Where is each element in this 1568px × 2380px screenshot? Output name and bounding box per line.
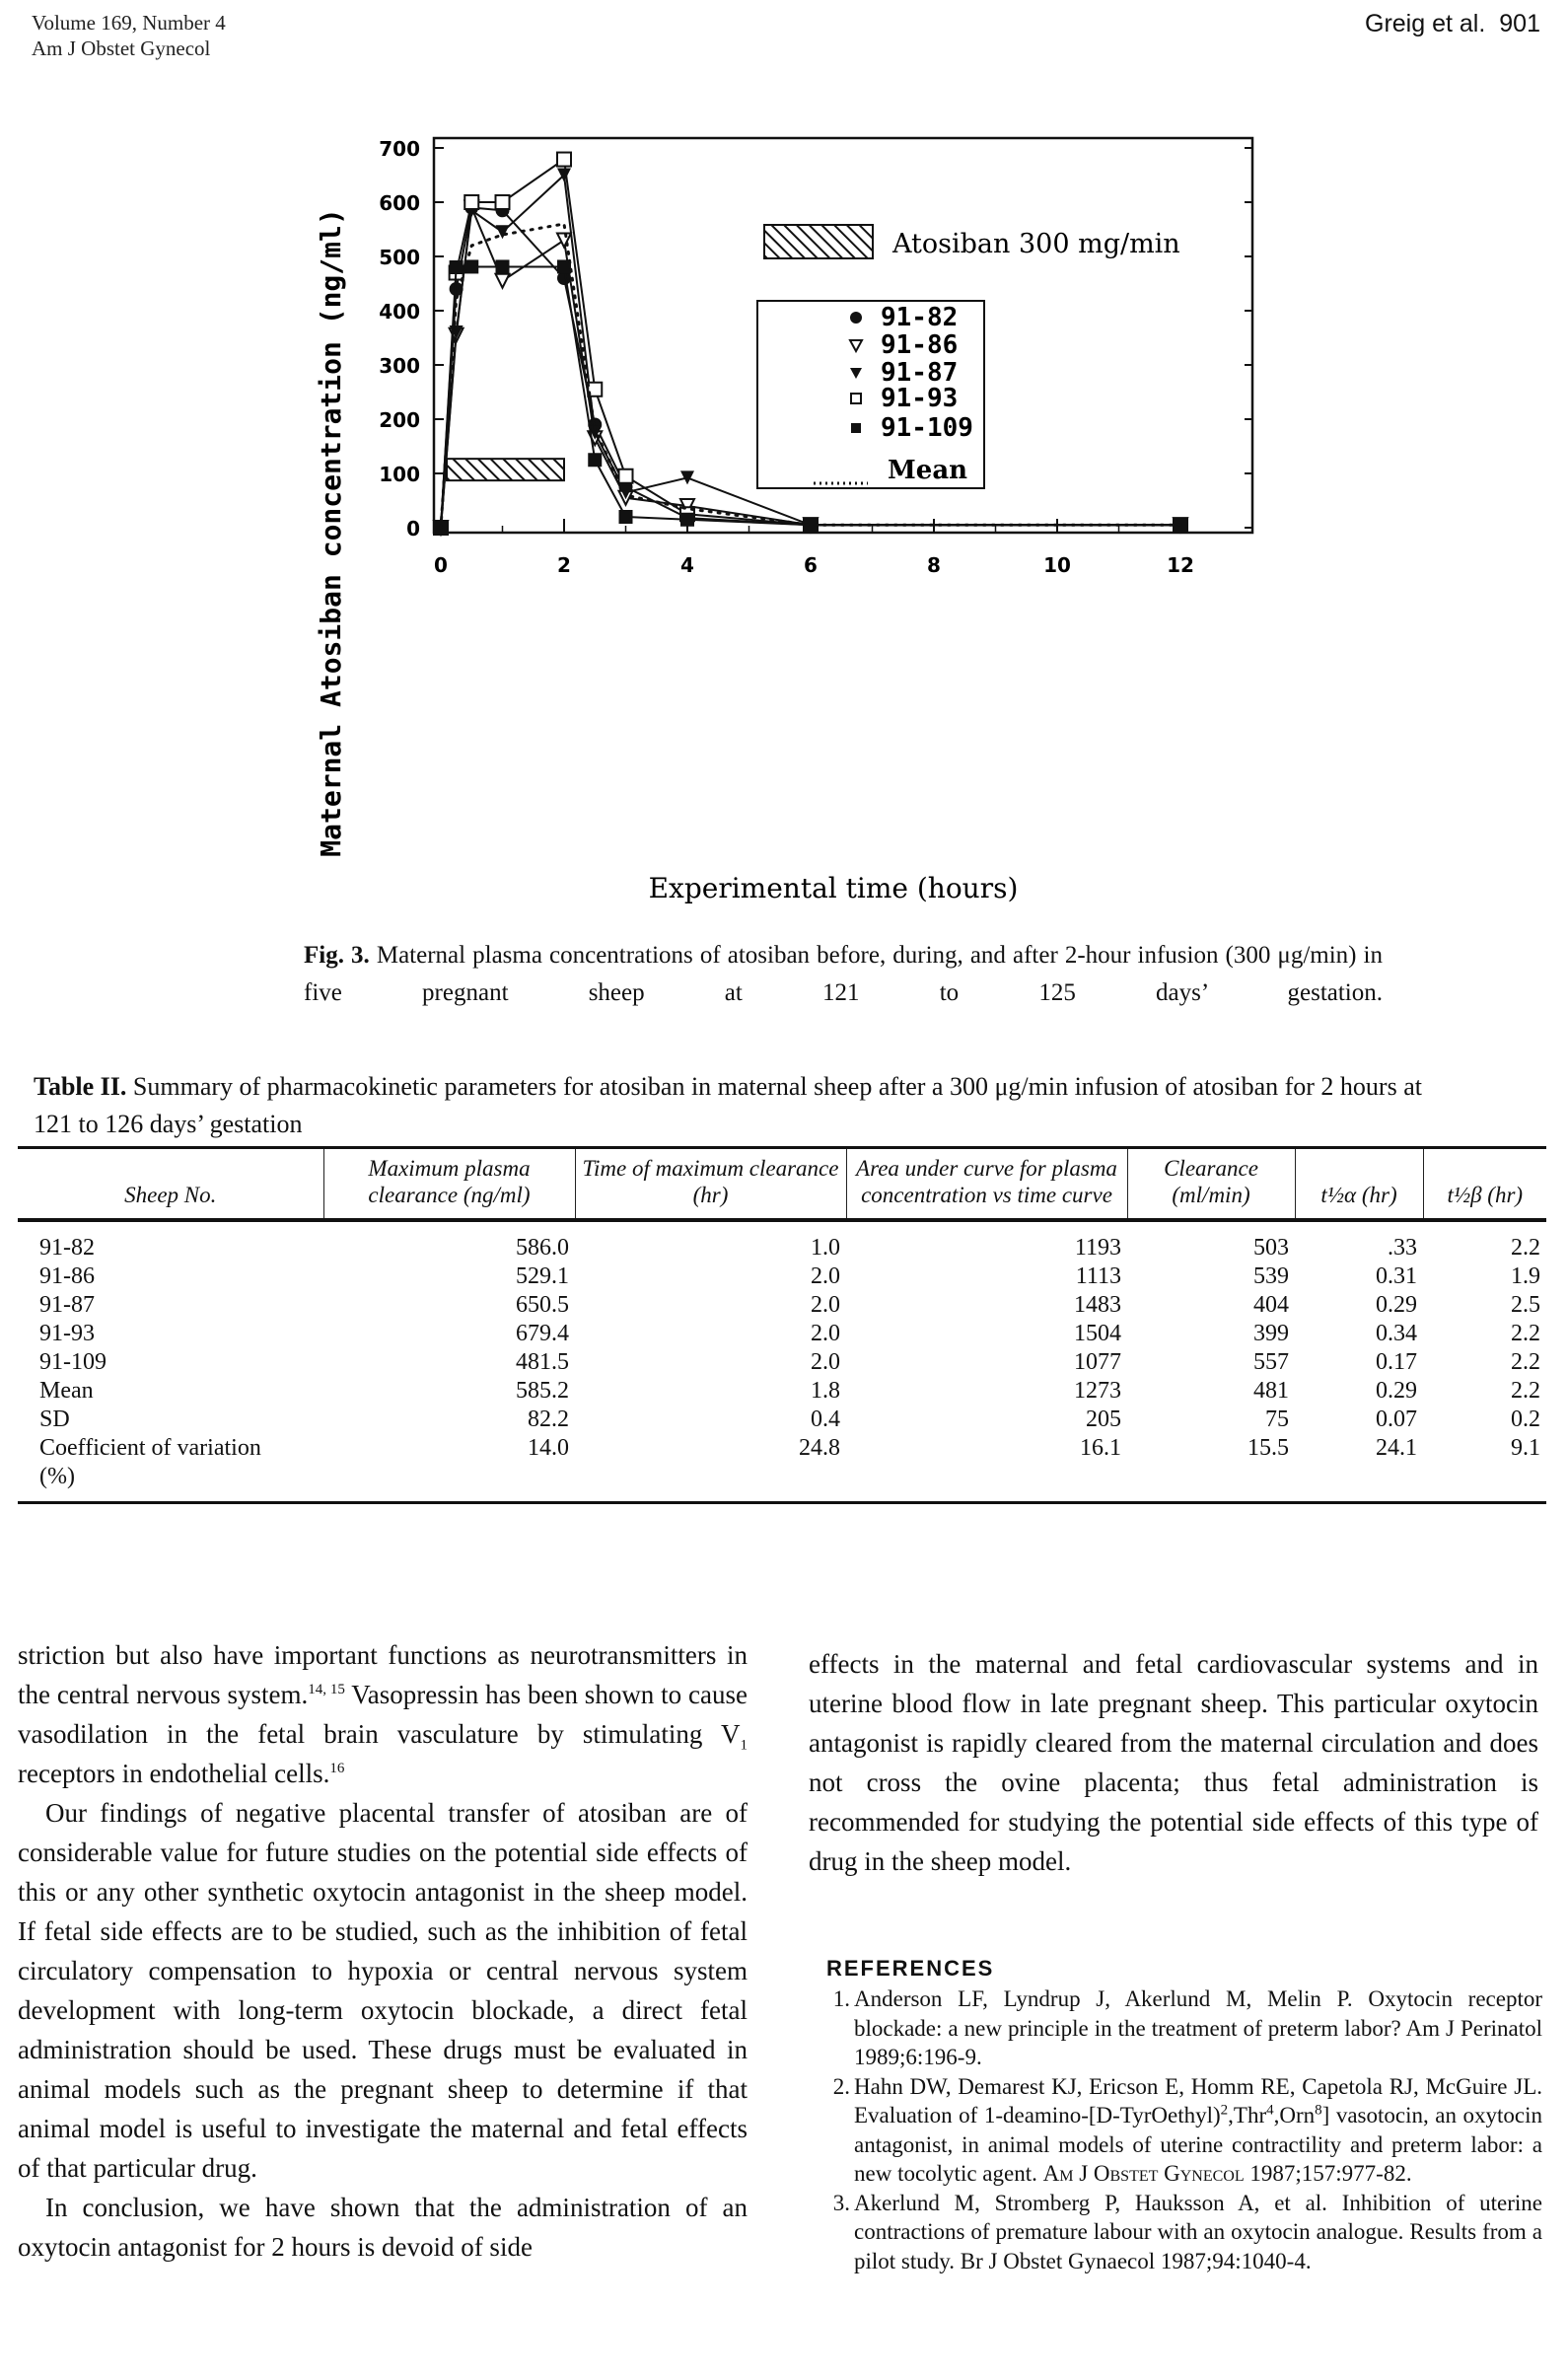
legend-item-label: 91-109 bbox=[881, 413, 973, 443]
table-row bbox=[18, 1377, 1546, 1406]
x-tick-label: 0 bbox=[434, 553, 448, 577]
legend-item-label: Mean bbox=[888, 456, 968, 485]
header-auc: Area under curve for plasma concentration vs time curve bbox=[846, 1148, 1127, 1221]
table-label: Table II. bbox=[34, 1072, 127, 1101]
cell-value: 0.2 bbox=[1511, 1406, 1540, 1432]
legend-hatch-swatch bbox=[764, 225, 873, 258]
cell-value: 16.1 bbox=[1080, 1435, 1121, 1461]
header-sheep-no: Sheep No. bbox=[124, 1183, 217, 1207]
cell-value: 0.07 bbox=[1376, 1406, 1417, 1432]
header-clearance: Clearance (ml/min) bbox=[1127, 1148, 1295, 1221]
y-tick-label: 700 bbox=[379, 137, 420, 161]
table-row bbox=[18, 1220, 1546, 1262]
cell-value: 2.0 bbox=[811, 1292, 840, 1318]
paragraph: In conclusion, we have shown that the administration of an oxytocin antagonist for 2 hours is devoid of side bbox=[18, 2193, 748, 2262]
cell-value: 650.5 bbox=[516, 1292, 569, 1318]
cell-value: 1504 bbox=[1074, 1321, 1121, 1346]
table-header-row bbox=[18, 1148, 1546, 1221]
x-tick-label: 12 bbox=[1167, 553, 1194, 577]
row-label: 91-109 bbox=[39, 1349, 107, 1375]
cell-value: 2.0 bbox=[811, 1349, 840, 1375]
legend-annotation-label: Atosiban 300 mg/min bbox=[892, 229, 1180, 259]
cell-value: 0.17 bbox=[1376, 1349, 1417, 1375]
cell-value: 0.31 bbox=[1376, 1263, 1417, 1289]
y-tick-label: 100 bbox=[379, 463, 420, 486]
cell-value: 1483 bbox=[1074, 1292, 1121, 1318]
x-tick-label: 4 bbox=[680, 553, 694, 577]
table-caption-text: Summary of pharmacokinetic parameters for atosiban in maternal sheep after a 300 μg/min infusion of atosiban for 2 hours at 121 to 126 days’ gestation bbox=[34, 1072, 1422, 1138]
body-column-right bbox=[809, 1644, 1538, 1881]
cell-value: 15.5 bbox=[1247, 1435, 1289, 1461]
cell-value: 557 bbox=[1253, 1349, 1289, 1375]
reference-item: 1. Anderson LF, Lyndrup J, Akerlund M, Melin P. Oxytocin receptor blockade: a new principle in the treatment of preterm labor? Am J Perinatol 1989;6:196-9. bbox=[832, 1986, 1542, 2069]
cell-value: 2.2 bbox=[1511, 1349, 1540, 1375]
cell-value: 1193 bbox=[1074, 1235, 1121, 1261]
header-t-half-beta: t½β (hr) bbox=[1423, 1148, 1546, 1221]
cell-value: 0.34 bbox=[1376, 1321, 1417, 1346]
table-row bbox=[18, 1406, 1546, 1434]
cell-value: 1273 bbox=[1074, 1378, 1121, 1404]
cell-value: 481 bbox=[1253, 1378, 1289, 1404]
table-row bbox=[18, 1262, 1546, 1291]
table-body bbox=[18, 1220, 1546, 1503]
cell-value: 2.2 bbox=[1511, 1321, 1540, 1346]
cell-value: 404 bbox=[1253, 1292, 1289, 1318]
x-tick-label: 10 bbox=[1043, 553, 1071, 577]
running-head-right bbox=[1365, 10, 1540, 38]
cell-value: 586.0 bbox=[516, 1235, 569, 1261]
cell-value: 9.1 bbox=[1511, 1435, 1540, 1461]
cell-value: .33 bbox=[1388, 1235, 1417, 1261]
cell-value: 399 bbox=[1253, 1321, 1289, 1346]
reference-item: 3. Akerlund M, Stromberg P, Hauksson A, et al. Inhibition of uterine contractions of premature labour with an oxytocin analogue. Results from a pilot study. Br J Obstet Gynaecol 1987;94:1040-4. bbox=[832, 2190, 1542, 2273]
y-tick-label: 600 bbox=[379, 191, 420, 215]
figure-3-chart bbox=[296, 137, 1282, 927]
infusion-bar bbox=[447, 459, 564, 480]
row-label: Mean bbox=[39, 1378, 94, 1404]
cell-value: 14.0 bbox=[528, 1435, 569, 1461]
legend-item-label: 91-93 bbox=[881, 384, 959, 413]
cell-value: 1.0 bbox=[811, 1235, 840, 1261]
references-list bbox=[811, 1984, 1542, 2275]
cell-value: 1.8 bbox=[811, 1378, 840, 1404]
cell-value: 24.8 bbox=[799, 1435, 840, 1461]
y-tick-label: 200 bbox=[379, 408, 420, 432]
y-tick-label: 400 bbox=[379, 300, 420, 324]
cell-value: 503 bbox=[1253, 1235, 1289, 1261]
row-label: 91-82 bbox=[39, 1235, 95, 1261]
body-column-left bbox=[18, 1635, 748, 2267]
cell-value: 585.2 bbox=[516, 1378, 569, 1404]
figure-caption-line1: Maternal plasma concentrations of atosiban before, during, and after 2-hour infusion bbox=[376, 942, 1219, 969]
pharmacokinetic-table bbox=[18, 1146, 1546, 1504]
header-time-max: Time of maximum clearance (hr) bbox=[575, 1148, 846, 1221]
legend-item-label: 91-82 bbox=[881, 303, 959, 332]
row-label: 91-87 bbox=[39, 1292, 95, 1318]
cell-value: 205 bbox=[1086, 1406, 1121, 1432]
table-row bbox=[18, 1291, 1546, 1320]
table-row bbox=[18, 1320, 1546, 1348]
cell-value: 75 bbox=[1265, 1406, 1289, 1432]
paragraph: effects in the maternal and fetal cardiovascular systems and in uterine blood flow in late pregnant sheep. This particular oxytocin antagonist is rapidly cleared from the maternal circulation and does not cross the ovine placenta; thus fetal administration is recommended for studying the potential side effects of this type of drug in the sheep model. bbox=[809, 1649, 1538, 1876]
y-axis-label: Maternal Atosiban concentration (ng/ml) bbox=[315, 208, 347, 857]
row-label: SD bbox=[39, 1406, 70, 1432]
cell-value: 0.29 bbox=[1376, 1378, 1417, 1404]
figure-label: Fig. 3. bbox=[304, 942, 370, 969]
cell-value: 679.4 bbox=[516, 1321, 569, 1346]
authors: Greig et al. bbox=[1365, 10, 1486, 37]
running-head-left bbox=[32, 10, 226, 61]
x-tick-label: 8 bbox=[927, 553, 941, 577]
legend-item-label: 91-86 bbox=[881, 330, 959, 360]
table-row bbox=[18, 1348, 1546, 1377]
table-caption bbox=[34, 1068, 1434, 1143]
cell-value: 0.4 bbox=[811, 1406, 840, 1432]
cell-value: 1113 bbox=[1075, 1263, 1121, 1289]
figure-caption bbox=[304, 937, 1383, 1012]
cell-value: 539 bbox=[1253, 1263, 1289, 1289]
journal-name: Am J Obstet Gynecol bbox=[32, 36, 211, 60]
reference-item: 2. Hahn DW, Demarest KJ, Ericson E, Homm RE, Capetola RJ, McGuire JL. Evaluation of 1-deamino-[D-TyrOethyl)$^2$,Thr$^4$,Orn$^8$] vasotocin, an oxytocin antagonist, in animal models of uterine contractility and preterm labor: a new tocolytic agent. Am J Obstet Gynecol 1987;157:977-82. bbox=[832, 2073, 1542, 2186]
figure-caption-line2: (300 μg/min) in five pregnant sheep at 121 to 125 days’ gestation. bbox=[304, 942, 1384, 1006]
references-heading: REFERENCES bbox=[826, 1956, 995, 1981]
chart-legend bbox=[757, 225, 1180, 488]
paragraph: Our findings of negative placental transfer of atosiban are of considerable value for future studies on the potential side effects of this or any other synthetic oxytocin antagonist in the sheep model. If fetal side effects are to be studied, such as the inhibition of fetal circulatory compensation to hypoxia or central nervous system development with long-term oxytocin blockade, a direct fetal administration should be used. These drugs must be evaluated in animal models such as the pregnant sheep to determine if that animal model is useful to investigate the maternal and fetal effects of that particular drug. bbox=[18, 1798, 748, 2183]
row-label: 91-86 bbox=[39, 1263, 95, 1289]
cell-value: 1.9 bbox=[1511, 1263, 1540, 1289]
table-row bbox=[18, 1434, 1546, 1503]
cell-value: 2.0 bbox=[811, 1321, 840, 1346]
page-number: 901 bbox=[1499, 10, 1540, 37]
header-t-half-alpha: t½α (hr) bbox=[1295, 1148, 1423, 1221]
cell-value: 24.1 bbox=[1376, 1435, 1417, 1461]
cell-value: 481.5 bbox=[516, 1349, 569, 1375]
cell-value: 1077 bbox=[1074, 1349, 1121, 1375]
row-label: Coefficient of variation (%) bbox=[39, 1435, 261, 1489]
cell-value: 2.2 bbox=[1511, 1235, 1540, 1261]
header-max-plasma: Maximum plasma clearance (ng/ml) bbox=[323, 1148, 575, 1221]
volume-info: Volume 169, Number 4 bbox=[32, 11, 226, 35]
cell-value: 2.2 bbox=[1511, 1378, 1540, 1404]
y-tick-label: 300 bbox=[379, 354, 420, 378]
cell-value: 2.5 bbox=[1511, 1292, 1540, 1318]
x-tick-label: 2 bbox=[557, 553, 571, 577]
y-tick-label: 500 bbox=[379, 246, 420, 269]
x-tick-label: 6 bbox=[804, 553, 818, 577]
x-axis-label: Experimental time (hours) bbox=[648, 872, 1019, 904]
paragraph: striction but also have important functions as neurotransmitters in the central nervous system.$^{14, 15}$ Vasopressin has been shown to cause vasodilation in the fetal brain vasculature by stimulating $V_1$ receptors in endothelial cells.$^{16}$ bbox=[18, 1640, 748, 1788]
line-chart bbox=[296, 137, 1282, 927]
cell-value: 82.2 bbox=[528, 1406, 569, 1432]
legend-item-label: 91-87 bbox=[881, 358, 959, 388]
cell-value: 2.0 bbox=[811, 1263, 840, 1289]
y-tick-label: 0 bbox=[406, 517, 420, 541]
cell-value: 529.1 bbox=[516, 1263, 569, 1289]
cell-value: 0.29 bbox=[1376, 1292, 1417, 1318]
row-label: 91-93 bbox=[39, 1321, 95, 1346]
